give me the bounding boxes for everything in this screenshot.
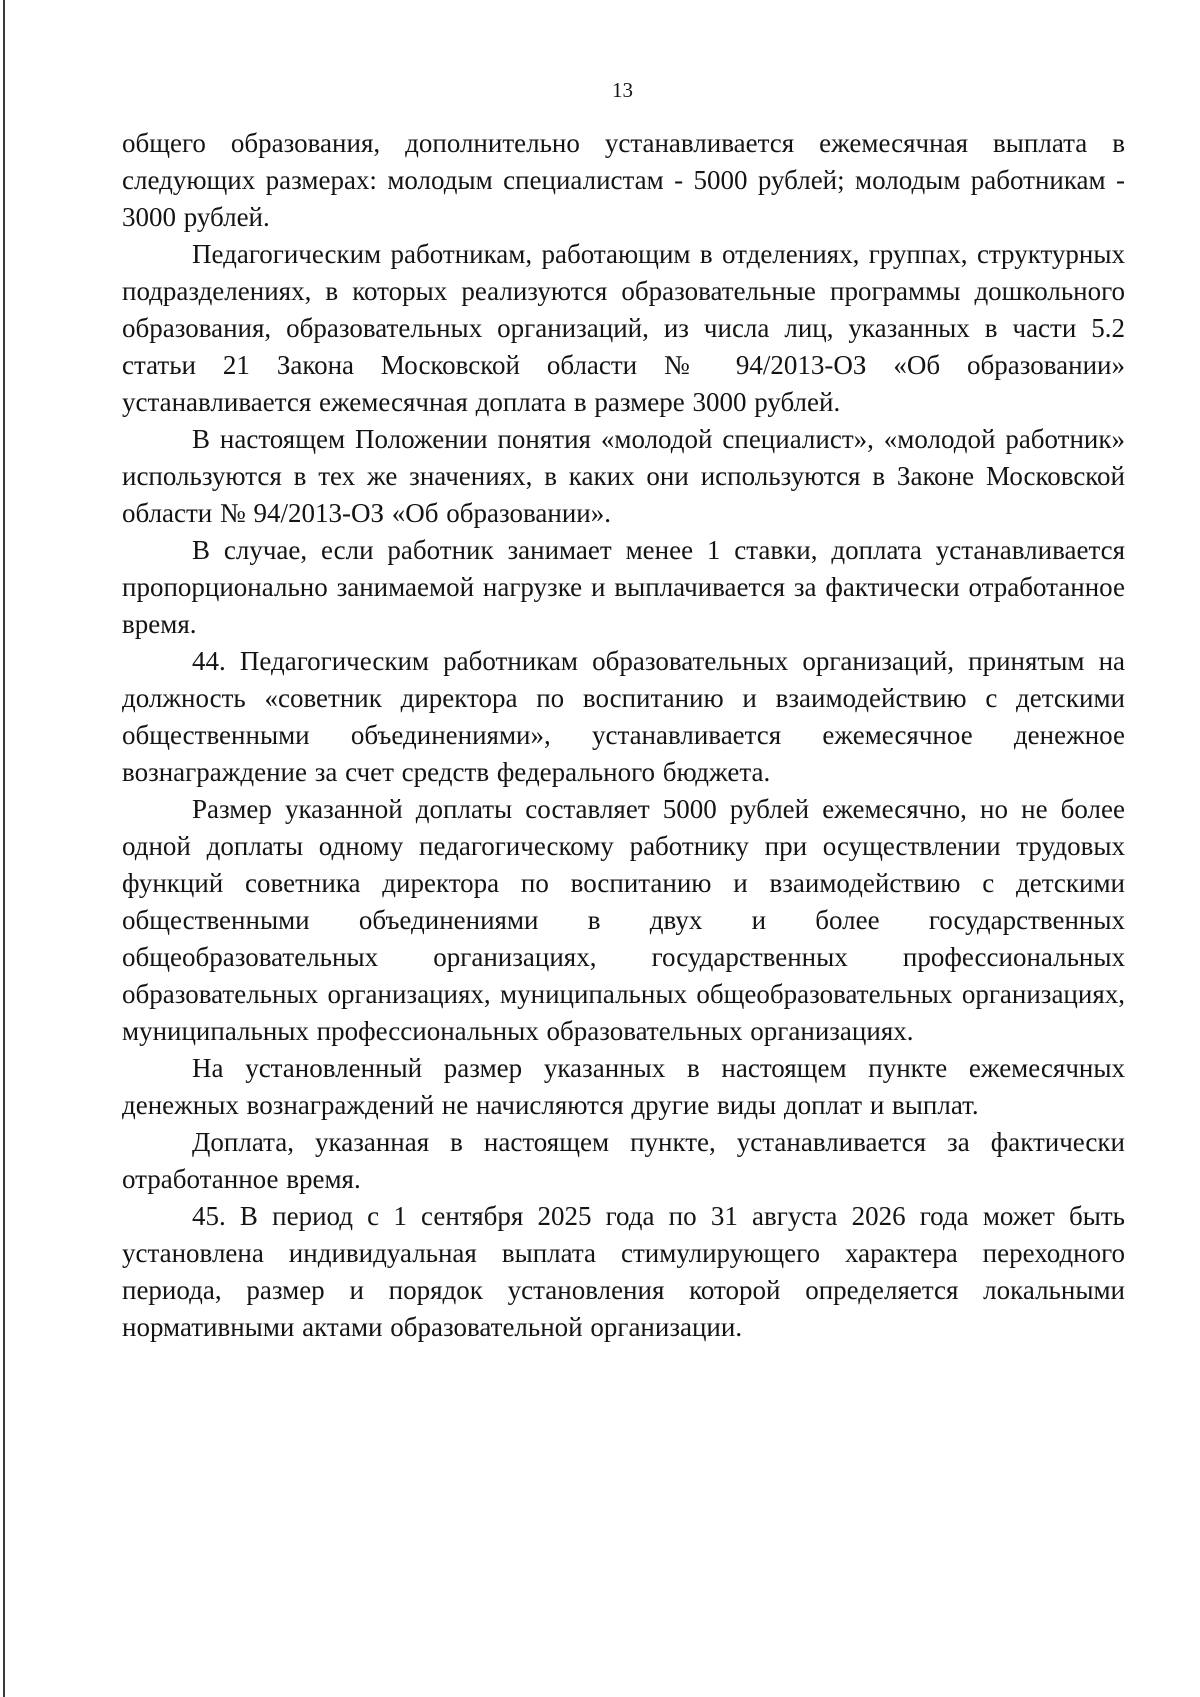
paragraph-no-other-payments: На установленный размер указанных в настоящем пункте ежемесячных денежных вознаграждений не начисляются другие виды доплат и выплат. [122, 1053, 1125, 1120]
paragraph-clause-45: 45. В период с 1 сентября 2025 года по 31 августа 2026 года может быть установлена индивидуальная выплата стимулирующего характера переходного периода, размер и порядок установления которой определяется локальными нормативными актами образовательной организации. [122, 1201, 1125, 1342]
paragraph-continuation: общего образования, дополнительно устанавливается ежемесячная выплата в следующих размерах: молодым специалистам - 5000 рублей; молодым работникам - 3000 рублей. [122, 128, 1125, 232]
paragraph-definitions: В настоящем Положении понятия «молодой специалист», «молодой работник» используются в тех же значениях, в каких они используются в Законе Московской области № 94/2013-ОЗ «Об образовании». [122, 424, 1125, 528]
scan-edge-line [3, 0, 5, 1697]
page-number: 13 [612, 78, 633, 102]
paragraph-allowance-size: Размер указанной доплаты составляет 5000 рублей ежемесячно, но не более одной доплаты одному педагогическому работнику при осуществлении трудовых функций советника директора по воспитанию и взаимодействию с детскими общественными объединениями в двух и более государственных общеобразовательных организациях, государственных профессиональных образовательных организациях, муниципальных общеобразовательных организациях, муниципальных профессиональных образовательных организациях. [122, 794, 1125, 1046]
document-body [122, 125, 1125, 1346]
paragraph-preschool-allowance: Педагогическим работникам, работающим в отделениях, группах, структурных подразделениях, в которых реализуются образовательные программы дошкольного образования, образовательных организаций, из числа лиц, указанных в части 5.2 статьи 21 Закона Московской области № 94/2013-ОЗ «Об образовании» устанавливается ежемесячная доплата в размере 3000 рублей. [122, 239, 1125, 417]
paragraph-partial-rate: В случае, если работник занимает менее 1 ставки, доплата устанавливается пропорционально занимаемой нагрузке и выплачивается за фактически отработанное время. [122, 535, 1125, 639]
paragraph-clause-44: 44. Педагогическим работникам образовательных организаций, принятым на должность «советник директора по воспитанию и взаимодействию с детскими общественными объединениями», устанавливается ежемесячное денежное вознаграждение за счет средств федерального бюджета. [122, 646, 1125, 787]
paragraph-actual-time: Доплата, указанная в настоящем пункте, устанавливается за фактически отработанное время. [122, 1127, 1125, 1194]
